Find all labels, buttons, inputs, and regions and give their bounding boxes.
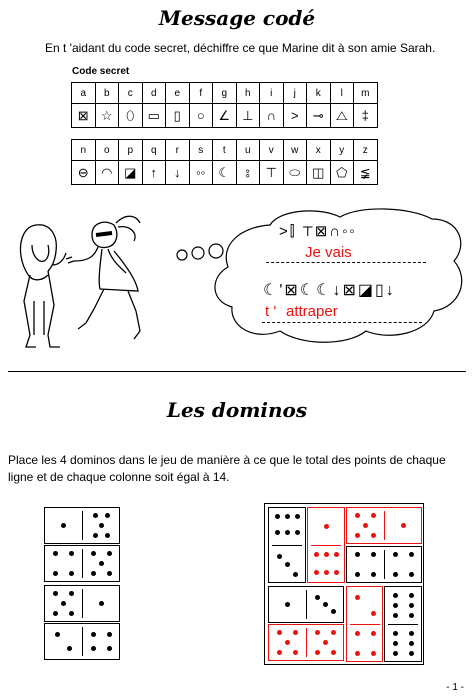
- symbol-cell: ◦◦: [189, 161, 213, 185]
- symbol-cell: ⊤: [260, 161, 284, 185]
- symbol-cell: ∩: [260, 104, 284, 128]
- letter-cell: a: [72, 83, 96, 104]
- dominos-title: Les dominos: [166, 398, 308, 422]
- letter-cell: f: [189, 83, 213, 104]
- symbol-cell: ⬯: [119, 104, 143, 128]
- letter-cell: d: [142, 83, 166, 104]
- letter-cell: z: [354, 140, 378, 161]
- letter-cell: s: [189, 140, 213, 161]
- symbol-cell: ▭: [142, 104, 166, 128]
- section-divider: [8, 371, 466, 372]
- board-domino-horizontal: [346, 546, 422, 583]
- message-instruction: En t 'aidant du code secret, déchiffre ce que Marine dit à son amie Sarah.: [45, 41, 436, 55]
- symbol-cell: ⊸: [307, 104, 331, 128]
- letter-cell: c: [119, 83, 143, 104]
- letter-cell: x: [307, 140, 331, 161]
- domino-4-5[interactable]: [44, 545, 120, 582]
- domino-5-1[interactable]: [44, 585, 120, 622]
- symbol-cell: ‡: [354, 104, 378, 128]
- symbol-cell: ⧍: [330, 104, 354, 128]
- symbol-cell: ☾: [213, 161, 237, 185]
- symbol-cell: >: [283, 104, 307, 128]
- letter-cell: m: [354, 83, 378, 104]
- letter-cell: k: [307, 83, 331, 104]
- symbol-cell: ⦂: [236, 161, 260, 185]
- letter-cell: n: [72, 140, 96, 161]
- symbol-cell: ↓: [166, 161, 190, 185]
- bubble-code-line-2: ☾ʹ⊠☾☾↓⊠◪▯↓: [263, 282, 396, 299]
- symbol-cell: ↑: [142, 161, 166, 185]
- answer-domino-horizontal: [346, 507, 422, 544]
- symbol-cell: ▯: [166, 104, 190, 128]
- symbol-cell: ⊖: [72, 161, 96, 185]
- letter-cell: g: [213, 83, 237, 104]
- symbol-cell: ≨: [354, 161, 378, 185]
- domino-1-6[interactable]: [44, 507, 120, 544]
- board-domino-horizontal: [268, 586, 344, 623]
- page-number: - 1 -: [446, 682, 464, 693]
- answer-domino-vertical: [346, 586, 383, 662]
- letter-cell: j: [283, 83, 307, 104]
- letter-cell: w: [283, 140, 307, 161]
- answer-line-2: [262, 322, 422, 323]
- letter-cell: l: [330, 83, 354, 104]
- bubble-answer-line-2b: attraper: [286, 303, 338, 320]
- symbol-cell: ⬠: [330, 161, 354, 185]
- symbol-cell: ◠: [95, 161, 119, 185]
- symbol-cell: ◫: [307, 161, 331, 185]
- code-table-2: [71, 139, 378, 185]
- symbol-cell: ∠: [213, 104, 237, 128]
- symbol-cell: ⊥: [236, 104, 260, 128]
- symbol-cell: ○: [189, 104, 213, 128]
- letter-cell: y: [330, 140, 354, 161]
- code-table-1: [71, 82, 378, 128]
- answer-line-1: [266, 262, 426, 263]
- small-thought-circle: [192, 247, 204, 259]
- board-domino-vertical: [268, 507, 306, 583]
- letter-cell: h: [236, 83, 260, 104]
- symbol-cell: ⊠: [72, 104, 96, 128]
- answer-domino-vertical: [307, 507, 345, 583]
- letter-cell: v: [260, 140, 284, 161]
- letter-cell: o: [95, 140, 119, 161]
- letter-cell: t: [213, 140, 237, 161]
- symbol-cell: ⬭: [283, 161, 307, 185]
- two-girls-illustration: [8, 205, 178, 355]
- letter-cell: i: [260, 83, 284, 104]
- letter-cell: p: [119, 140, 143, 161]
- letter-cell: q: [142, 140, 166, 161]
- letter-cell: u: [236, 140, 260, 161]
- dominos-instruction: Place les 4 dominos dans le jeu de manière à ce que le total des points de chaque ligne et de chaque colonne soit égal à 14.: [8, 453, 446, 484]
- small-thought-circle: [209, 244, 223, 258]
- bubble-code-line-1: >⫿ ⊤⊠∩◦◦: [279, 223, 357, 240]
- answer-domino-horizontal: [268, 624, 344, 661]
- code-secret-label: Code secret: [72, 66, 130, 77]
- board-domino-vertical: [384, 586, 422, 662]
- domino-2-4[interactable]: [44, 623, 120, 660]
- letter-cell: r: [166, 140, 190, 161]
- letter-cell: b: [95, 83, 119, 104]
- bubble-answer-line-1: Je vais: [305, 244, 352, 261]
- letter-cell: e: [166, 83, 190, 104]
- message-code-title: Message codé: [158, 6, 316, 30]
- small-thought-circle: [177, 250, 187, 260]
- symbol-cell: ◪: [119, 161, 143, 185]
- symbol-cell: ☆: [95, 104, 119, 128]
- bubble-answer-line-2a: t ': [265, 303, 277, 320]
